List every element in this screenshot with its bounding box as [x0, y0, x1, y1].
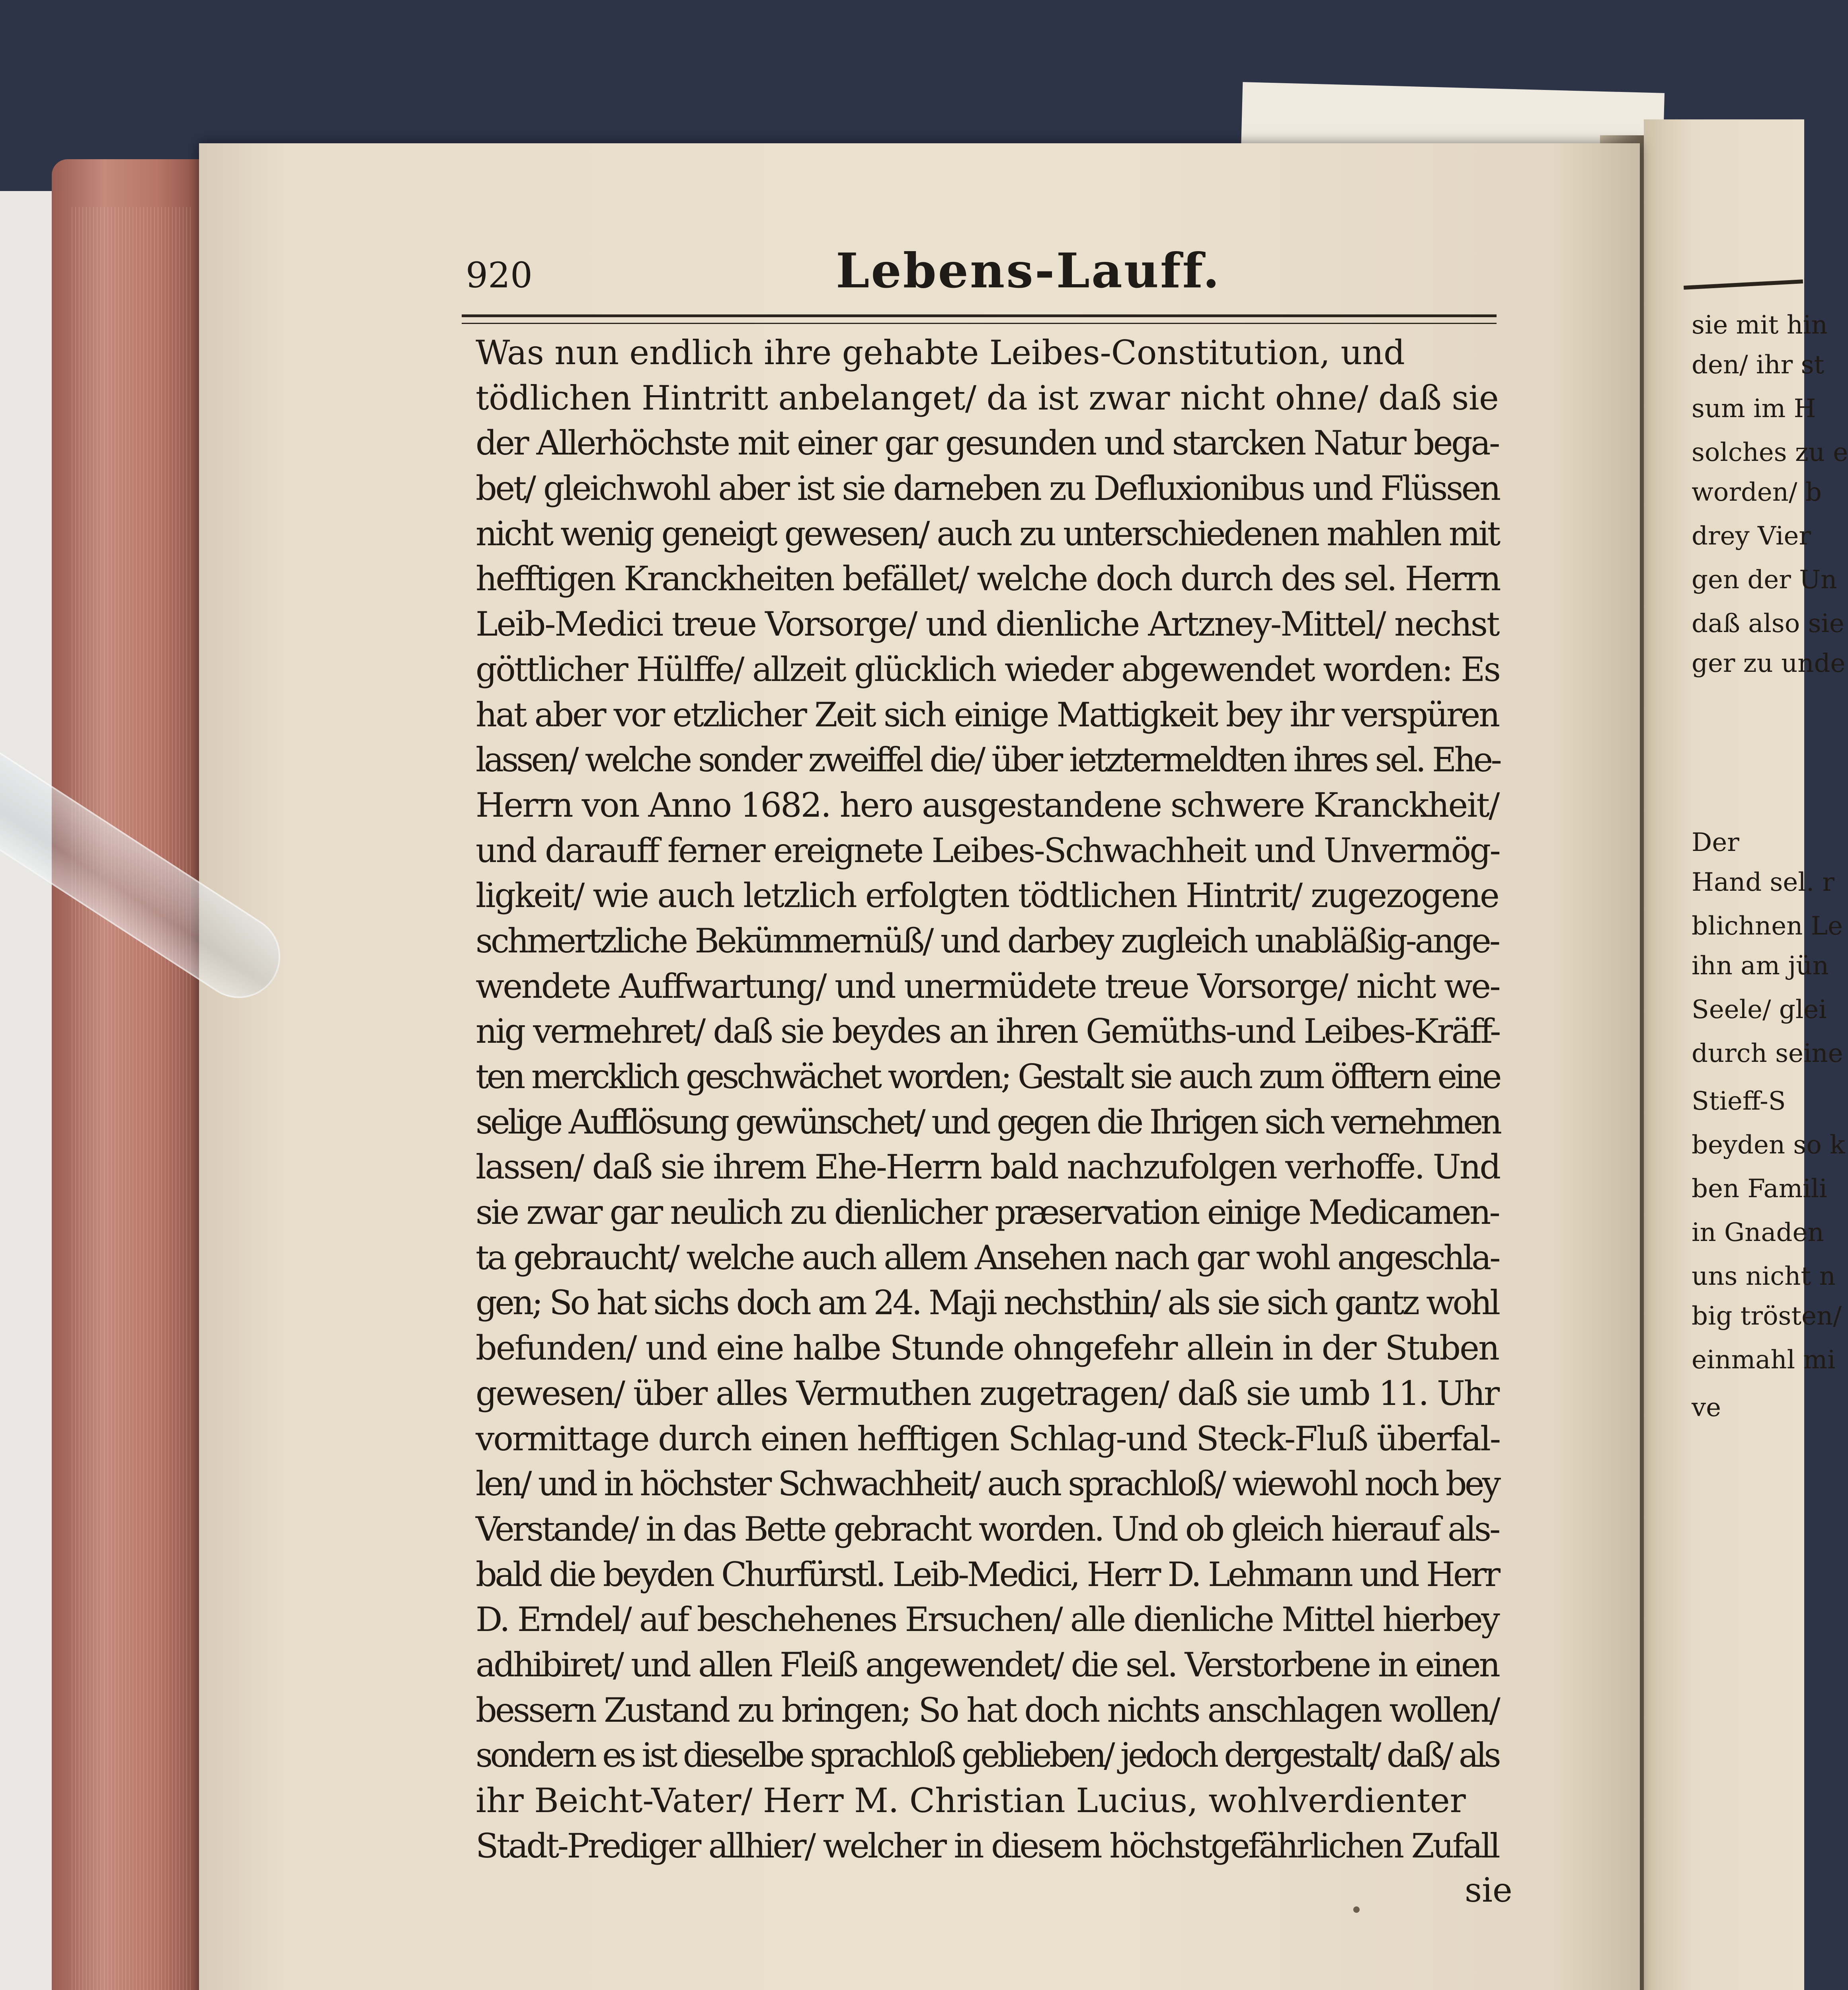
- facing-page-line: uns nicht n: [1692, 1262, 1836, 1291]
- facing-page-line: durch seine: [1692, 1039, 1843, 1068]
- text-line: lassen/ daß sie ihrem Ehe-Herrn bald nachzufolgen verhoffe. Und: [476, 1147, 1500, 1187]
- facing-page-line: drey Vier: [1692, 521, 1811, 551]
- text-line: tödlichen Hintritt anbelanget/ da ist zwar nicht ohne/ daß sie: [476, 378, 1499, 418]
- text-line: ten mercklich geschwächet worden; Gestalt sie auch zum öfftern eine: [476, 1057, 1500, 1096]
- text-line: der Allerhöchste mit einer gar gesunden und starcken Natur bega-: [476, 423, 1499, 463]
- facing-page-line: daß also sie: [1692, 609, 1844, 638]
- facing-page-line: ger zu unde: [1692, 649, 1846, 678]
- text-line: vormittage durch einen hefftigen Schlag-und Steck-Fluß überfal-: [476, 1419, 1500, 1458]
- text-line: wendete Auffwartung/ und unermüdete treue Vorsorge/ nicht we-: [476, 966, 1499, 1006]
- text-line: bet/ gleichwohl aber ist sie darneben zu Defluxionibus und Flüssen: [476, 469, 1499, 508]
- text-line: schmertzliche Bekümmernüß/ und darbey zugleich unabläßig-ange-: [476, 921, 1499, 960]
- text-line: Herrn von Anno 1682. hero ausgestandene schwere Kranckheit/: [476, 785, 1499, 825]
- facing-page-line: sum im H: [1692, 394, 1816, 423]
- text-line: selige Aufflösung gewünschet/ und gegen die Ihrigen sich vernehmen: [476, 1102, 1500, 1141]
- text-line: lassen/ welche sonder zweiffel die/ über ietztermeldten ihres sel. Ehe-: [476, 740, 1500, 780]
- facing-page-line: Stieff-S: [1692, 1087, 1786, 1116]
- facing-page-line: einmahl mi: [1692, 1345, 1836, 1375]
- text-line: göttlicher Hülffe/ allzeit glücklich wieder abgewendet worden: Es: [476, 650, 1500, 689]
- text-line: len/ und in höchster Schwachheit/ auch sprachloß/ wiewohl noch bey: [476, 1464, 1499, 1504]
- ink-dot: [1353, 1906, 1360, 1913]
- text-line: befunden/ und eine halbe Stunde ohngefehr allein in der Stuben: [476, 1329, 1499, 1368]
- text-line: Was nun endlich ihre gehabte Leibes-Constitution, und: [476, 333, 1405, 372]
- text-line: Stadt-Prediger allhier/ welcher in diesem höchstgefährlichen Zufall: [476, 1826, 1499, 1865]
- header-rule: [462, 314, 1497, 324]
- facing-page-line: Der: [1692, 828, 1739, 857]
- text-line: D. Erndel/ auf beschehenes Ersuchen/ alle dienliche Mittel hierbey: [476, 1600, 1499, 1639]
- page-number: 920: [466, 255, 533, 296]
- facing-page-line: ben Famili: [1692, 1174, 1827, 1204]
- facing-page-line: worden/ b: [1692, 478, 1822, 507]
- text-line: und darauff ferner ereignete Leibes-Schwachheit und Unvermög-: [476, 831, 1500, 870]
- text-line: hat aber vor etzlicher Zeit sich einige Mattigkeit bey ihr verspüren: [476, 695, 1499, 734]
- facing-page-line: ve: [1692, 1393, 1721, 1422]
- text-line: Verstande/ in das Bette gebracht worden. Und ob gleich hierauf als-: [476, 1509, 1499, 1549]
- facing-page-line: solches zu e: [1692, 438, 1848, 467]
- facing-page-line: gen der Un: [1692, 565, 1837, 595]
- facing-page-line: den/ ihr st: [1692, 350, 1825, 380]
- text-line: nicht wenig geneigt gewesen/ auch zu unterschiedenen mahlen mit: [476, 514, 1499, 553]
- facing-page-line: sie mit hin: [1692, 310, 1828, 340]
- running-head: Lebens-Lauff.: [836, 243, 1221, 299]
- text-line: adhibiret/ und allen Fleiß angewendet/ die sel. Verstorbene in einen: [476, 1645, 1499, 1684]
- catchword: sie: [1465, 1871, 1512, 1910]
- text-line: gewesen/ über alles Vermuthen zugetragen/ daß sie umb 11. Uhr: [476, 1373, 1499, 1413]
- text-line: ihr Beicht-Vater/ Herr M. Christian Lucius, wohlverdienter: [476, 1781, 1466, 1820]
- facing-page: [1644, 119, 1848, 1990]
- facing-page-line: Hand sel. r: [1692, 868, 1834, 897]
- text-line: ta gebraucht/ welche auch allem Ansehen nach gar wohl angeschla-: [476, 1238, 1499, 1277]
- text-line: nig vermehret/ daß sie beydes an ihren Gemüths-und Leibes-Kräff-: [476, 1012, 1500, 1051]
- text-line: ligkeit/ wie auch letzlich erfolgten tödtlichen Hintrit/ zugezogene: [476, 876, 1499, 915]
- text-line: bald die beyden Churfürstl. Leib-Medici, Herr D. Lehmann und Herr: [476, 1555, 1499, 1594]
- text-line: hefftigen Kranckheiten befället/ welche doch durch des sel. Herrn: [476, 559, 1500, 599]
- facing-page-line: in Gnaden: [1692, 1218, 1824, 1247]
- facing-page-line: Seele/ glei: [1692, 995, 1827, 1024]
- facing-page-rule: [1684, 279, 1803, 290]
- facing-page-line: beyden so k: [1692, 1130, 1845, 1160]
- text-line: sondern es ist dieselbe sprachloß geblieben/ jedoch dergestalt/ daß/ als: [476, 1736, 1499, 1775]
- text-line: bessern Zustand zu bringen; So hat doch nichts anschlagen wollen/: [476, 1690, 1499, 1730]
- book-fore-edge-texture: [72, 207, 191, 1990]
- facing-page-line: blichnen Le: [1692, 911, 1843, 941]
- body-text: [476, 330, 1503, 1869]
- facing-page-line: ihn am jün: [1692, 951, 1829, 981]
- text-line: gen; So hat sichs doch am 24. Maji nechsthin/ als sie sich gantz wohl: [476, 1283, 1499, 1323]
- text-line: Leib-Medici treue Vorsorge/ und dienliche Artzney-Mittel/ nechst: [476, 605, 1499, 644]
- facing-page-line: big trösten/: [1692, 1301, 1842, 1331]
- text-line: sie zwar gar neulich zu dienlicher præservation einige Medicamen-: [476, 1193, 1499, 1232]
